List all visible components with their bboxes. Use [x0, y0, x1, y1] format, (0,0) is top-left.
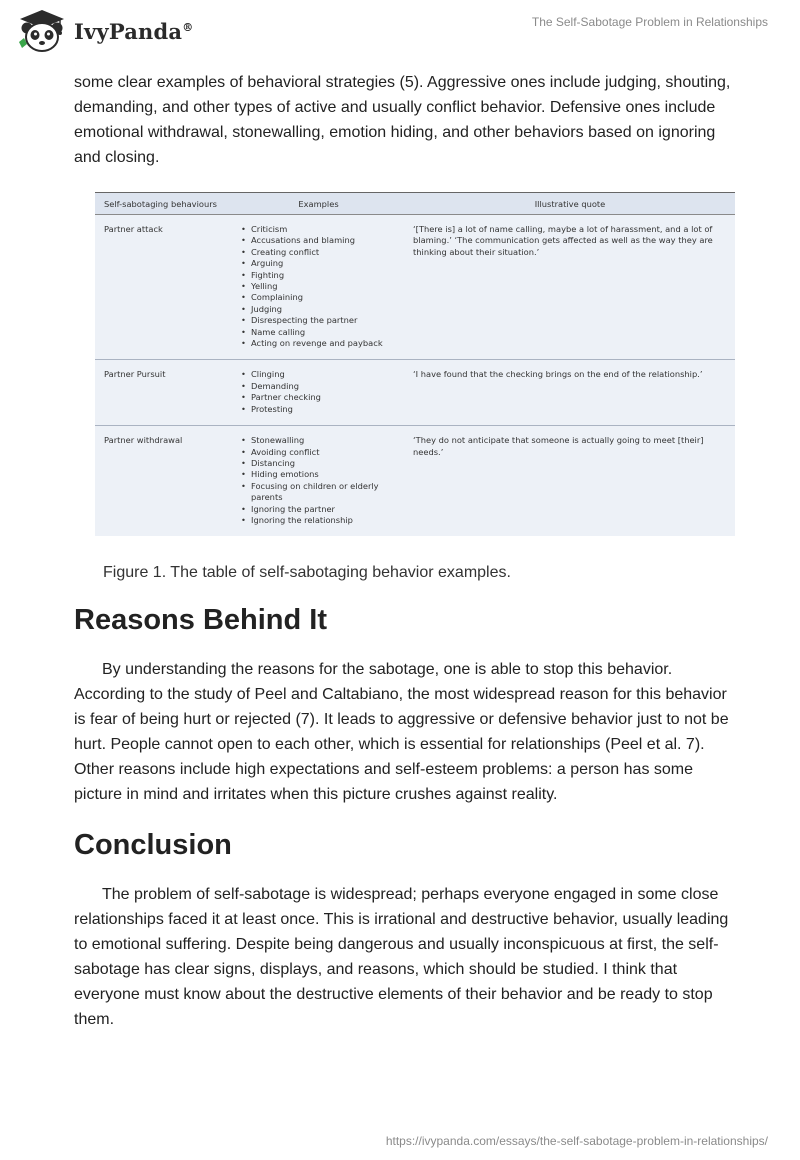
ivypanda-logo[interactable]: [16, 8, 193, 54]
quote-cell: ‘[There is] a lot of name calling, maybe a lot of harassment, and a lot of blaming.’ ‘The communication gets affected as well as the way they are thinking about their situation.’: [404, 215, 735, 360]
source-url-link[interactable]: https://ivypanda.com/essays/the-self-sabotage-problem-in-relationships/: [385, 1134, 768, 1148]
list-item: • Ignoring the relationship: [251, 515, 396, 526]
list-item: • Clinging: [251, 369, 396, 380]
list-item: • Demanding: [251, 381, 396, 392]
list-item: • Fighting: [251, 270, 396, 281]
list-item: • Arguing: [251, 258, 396, 269]
intro-paragraph: some clear examples of behavioral strategies (5). Aggressive ones include judging, shouting, demanding, and other types of active and usually conflict behavior. Defensive ones include emotional withdrawal, stonewalling, emotion hiding, and other behaviors based on ignoring and closing.: [74, 74, 731, 166]
section-heading-reasons: Reasons Behind It: [74, 604, 327, 637]
list-item: • Protesting: [251, 404, 396, 415]
conclusion-paragraph: The problem of self-sabotage is widespread; perhaps everyone engaged in some close relationships faced it at least once. This is irrational and destructive behavior, usually leading to emotional suffering. Despite being dangerous and usually inconspicuous at first, the self-sabotage has clear signs, displays, and reasons, which should be studied. I think that everyone must know about the destructive elements of their behavior and be ready to stop them.: [74, 886, 729, 1029]
list-item: • Ignoring the partner: [251, 504, 396, 515]
quote-cell: ‘They do not anticipate that someone is actually going to meet [their] needs.’: [413, 435, 704, 457]
examples-cell: [232, 360, 404, 426]
list-item: • Avoiding conflict: [251, 447, 396, 458]
behaviour-cell: Partner attack: [95, 215, 232, 360]
panda-graduate-icon: [16, 8, 68, 54]
quote-cell: ‘I have found that the checking brings on the end of the relationship.’: [404, 360, 735, 426]
list-item: • Judging: [251, 304, 396, 315]
list-item: • Hiding emotions: [251, 469, 396, 480]
logo-text: IvyPanda®: [74, 18, 194, 44]
document-title: The Self-Sabotage Problem in Relationships: [531, 15, 768, 29]
list-item: • Accusations and blaming: [251, 235, 396, 246]
column-header: Examples: [232, 193, 404, 215]
page-header: [0, 0, 800, 60]
article-body: [74, 70, 734, 1032]
list-item: • Stonewalling: [251, 435, 396, 446]
examples-list: [241, 224, 396, 349]
reasons-paragraph: By understanding the reasons for the sabotage, one is able to stop this behavior. According to the study of Peel and Caltabiano, the most widespread reason for this behavior is fear of being hurt or rejected (7). It leads to aggressive or defensive behavior just to not be hurt. People cannot open to each other, which is essential for relationships (Peel et al. 7). Other reasons include high expectations and self-esteem problems: a person has some picture in mind and irritates when this picture crushes against reality.: [74, 661, 729, 804]
list-item: • Complaining: [251, 292, 396, 303]
list-item: • Acting on revenge and payback: [251, 338, 396, 349]
table-row: [95, 360, 735, 426]
table-row: [95, 215, 735, 360]
list-item: • Name calling: [251, 327, 396, 338]
table-header-row: [95, 193, 735, 215]
figure-caption: Figure 1. The table of self-sabotaging behavior examples.: [103, 564, 511, 582]
section-heading-conclusion: Conclusion: [74, 829, 232, 862]
figure-table: [95, 192, 735, 536]
behaviour-cell: Partner withdrawal: [104, 435, 183, 446]
examples-cell: [232, 426, 404, 537]
list-item: • Distancing: [251, 458, 396, 469]
list-item: • Disrespecting the partner: [251, 315, 396, 326]
table-row: [95, 426, 735, 537]
list-item: • Partner checking: [251, 392, 396, 403]
behaviour-table: [95, 193, 735, 536]
examples-list: [241, 435, 396, 526]
list-item: • Criticism: [251, 224, 396, 235]
column-header: Self-sabotaging behaviours: [95, 193, 232, 215]
examples-cell: [232, 215, 404, 360]
behaviour-cell: Partner Pursuit: [95, 360, 232, 426]
list-item: • Focusing on children or elderly parents: [251, 481, 396, 504]
examples-list: [241, 369, 396, 415]
column-header: Illustrative quote: [404, 193, 735, 215]
list-item: • Creating conflict: [251, 247, 396, 258]
list-item: • Yelling: [251, 281, 396, 292]
